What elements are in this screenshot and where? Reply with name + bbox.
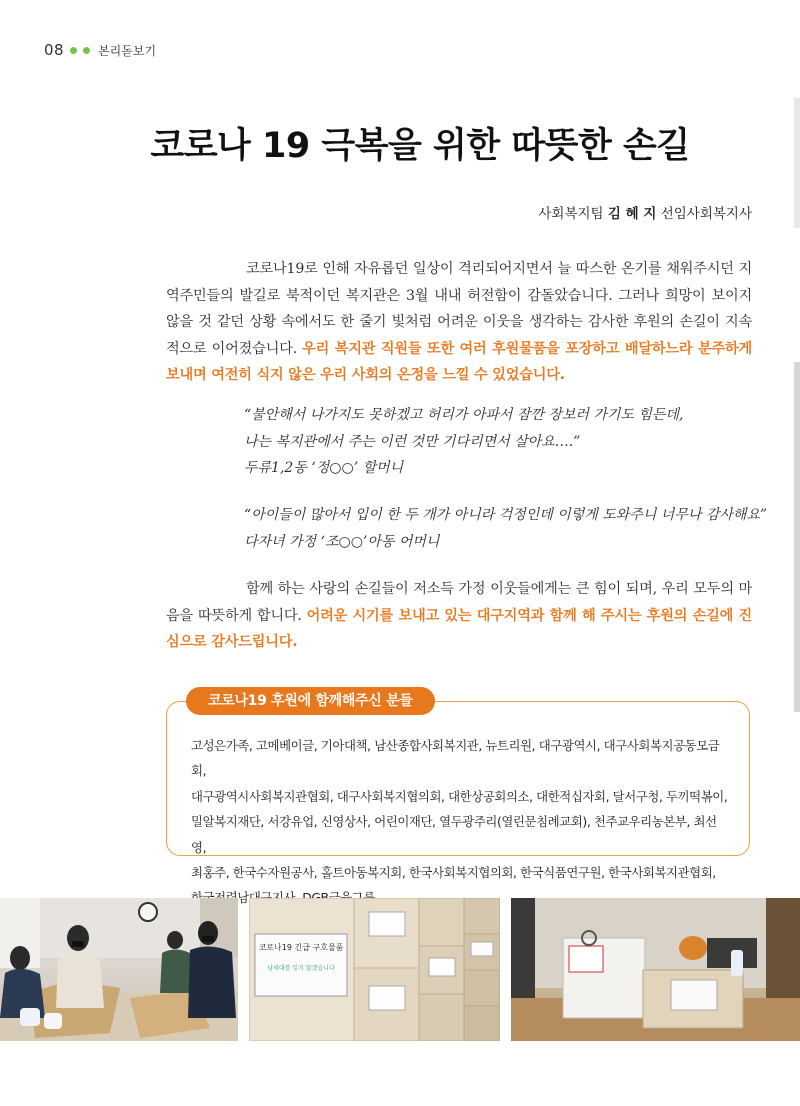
- donors-list: [191, 733, 731, 911]
- section-name: 본리돋보기: [98, 43, 157, 58]
- author-role: 선임사회복지사: [660, 206, 752, 222]
- box-label-text: 코로나19 긴급 구호물품: [258, 943, 344, 952]
- page-number: 08: [44, 41, 65, 59]
- quote-line: 나는 복지관에서 주는 이런 것만 기다리면서 살아요….”: [244, 433, 581, 450]
- paragraph-closing-text: 함께 하는 사랑의 손길들이 저소득 가정 이웃들에게는 큰 힘이 되며, 우리 모두의 마음을 따뜻하게 합니다.: [166, 581, 752, 624]
- photo-gift-boxes: [511, 898, 800, 1041]
- bullet-dot-icon: [83, 47, 90, 54]
- donors-line: 최홍주, 한국수자원공사, 홀트아동복지회, 한국사회복지협의회, 한국식품연구원, 한국사회복지관협회,: [191, 865, 716, 881]
- photo-relief-boxes-image: [249, 898, 500, 1041]
- quote-line: “불안해서 나가지도 못하겠고 허리가 아파서 잠깐 장보러 가기도 힘든데,: [244, 407, 684, 423]
- author-line: [538, 202, 752, 222]
- article-title: 코로나 19 극복을 위한 따뜻한 손길: [150, 126, 690, 166]
- paragraph-closing: [166, 576, 752, 656]
- quote-speaker: 두류1,2동 ‘정○○’ 할머니: [244, 460, 404, 476]
- quote-speaker: 다자녀 가정 ‘조○○’아동 어머니: [244, 533, 440, 550]
- paragraph-closing-highlight: 어려운 시기를 보내고 있는 대구지역과 함께 해 주시는 후원의 손길에 진심으로 감사드립니다.: [166, 607, 752, 650]
- donors-line: 대구광역시사회복지관협회, 대구사회복지협의회, 대한상공회의소, 대한적십자회, 달서구청, 두끼떡볶이,: [191, 788, 728, 804]
- donors-line: 고성은가족, 고메베이글, 기아대책, 남산종합사회복지관, 뉴트리원, 대구광역시, 대구사회복지공동모금회,: [191, 738, 720, 779]
- author-team: 사회복지팀: [538, 206, 604, 222]
- paragraph-intro: [166, 256, 752, 389]
- donors-line: 밀알복지재단, 서강유업, 신영상사, 어린이재단, 열두광주리(열린문침례교회), 천주교우리농본부, 최선영,: [191, 814, 717, 855]
- donors-heading: 코로나19 후원에 함께해주신 분들: [186, 687, 435, 715]
- box-label-text: 남세대를 잊지 않겠습니다: [267, 965, 335, 972]
- bullet-dot-icon: [70, 47, 77, 54]
- paragraph-intro-highlight: 우리 복지관 직원들 또한 여러 후원물품을 포장하고 배달하느라 분주하게 보내며 여전히 식지 않은 우리 사회의 온정을 느낄 수 있었습니다.: [166, 340, 752, 383]
- photo-staff-packing: [0, 898, 238, 1041]
- paragraph-intro-text: 코로나19로 인해 자유롭던 일상이 격리되어지면서 늘 따스한 온기를 채워주시던 지역주민들의 발길로 북적이던 복지관은 3월 내내 허전함이 감돌았습니다. 그러나 희망이 보이지 않을 것 같던 상황 속에서도 한 줄기 빛처럼 어려운 이웃을 생각하는 감사한 후원의 손길이 지속적으로 이어졌습니다.: [166, 261, 752, 357]
- quote-mother: [244, 502, 768, 555]
- donors-line: 한국전력남대구지사,: [191, 890, 299, 906]
- quote-line: “아이들이 많아서 입이 한 두 개가 아니라 걱정인데 이렇게 도와주니 너무나 감사해요”: [244, 507, 768, 523]
- photo-gift-boxes-image: [511, 898, 800, 1041]
- page-header: [44, 41, 156, 59]
- quote-grandmother: [244, 402, 764, 482]
- edge-strip: [794, 362, 800, 712]
- photo-staff-packing-image: [0, 898, 238, 1041]
- author-name: 김 혜 지: [607, 206, 657, 222]
- photo-relief-boxes: [249, 898, 500, 1041]
